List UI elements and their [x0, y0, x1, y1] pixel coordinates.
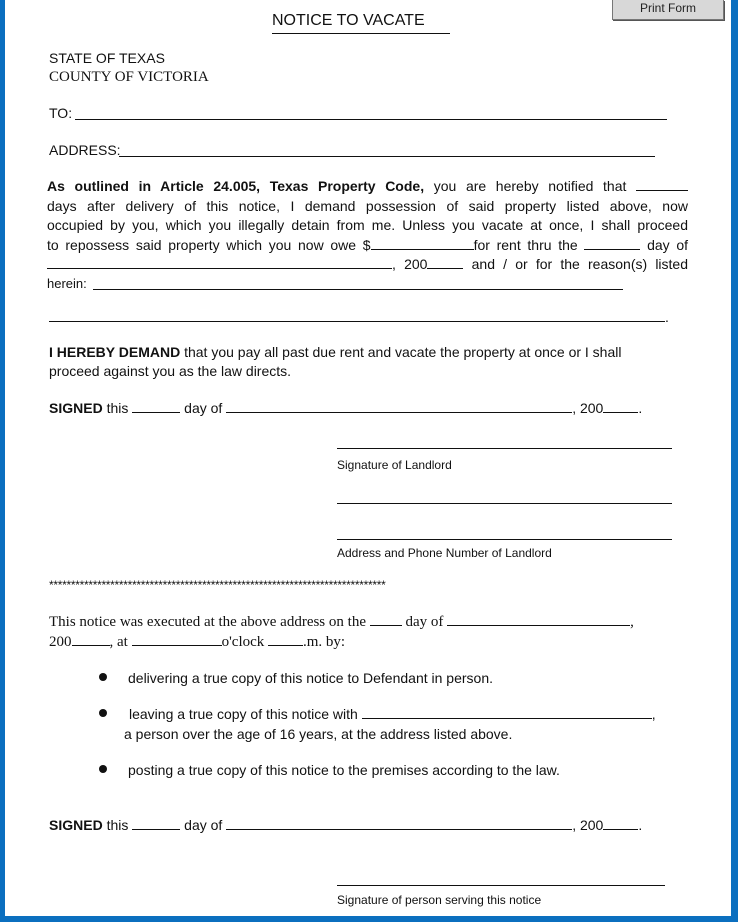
para-text: you are hereby notified that [433, 178, 627, 194]
exec-day-field[interactable] [370, 613, 402, 626]
para-text: to repossess said property which you now owe $ [47, 236, 371, 253]
signed-line-1 [49, 399, 642, 417]
delivery-option-2: leaving a true copy of this notice with , [129, 706, 656, 722]
article-reference: As outlined in Article 24.005, Texas Property Code, [47, 178, 425, 194]
exec-time-field[interactable] [132, 633, 222, 646]
para-text: for rent thru the [473, 236, 578, 253]
para-text: day of [647, 236, 689, 253]
address-field[interactable] [119, 156, 655, 157]
signed-label: SIGNED [49, 817, 103, 833]
text: .m. by: [303, 634, 346, 650]
landlord-address-label: Address and Phone Number of Landlord [337, 546, 552, 560]
page-title: NOTICE TO VACATE [272, 12, 425, 29]
demand-line-2: proceed against you as the law directs. [49, 363, 292, 379]
text: , at [109, 634, 128, 650]
signed2-month-field[interactable] [226, 817, 572, 830]
demand-heading: I HEREBY DEMAND [49, 344, 181, 360]
exec-line-2 [49, 633, 345, 651]
para-text: and / or for the reason(s) listed [471, 256, 689, 272]
text: this [106, 400, 129, 416]
landlord-address-field-2[interactable] [337, 539, 672, 540]
text: day of [184, 400, 223, 416]
signed2-year-field[interactable] [603, 817, 638, 830]
signed-label: SIGNED [49, 400, 103, 416]
document-page [5, 0, 731, 916]
signed-month-field[interactable] [226, 400, 572, 413]
bullet-icon [99, 765, 107, 773]
bullet-icon [99, 709, 107, 717]
text: , [630, 614, 634, 630]
days-field[interactable] [636, 178, 688, 191]
text: o'clock [221, 634, 265, 650]
signed-day-field[interactable] [132, 400, 180, 413]
reason-field-2[interactable] [49, 321, 665, 322]
delivery-option-1: delivering a true copy of this notice to Defendant in person. [128, 670, 493, 686]
landlord-address-field-1[interactable] [337, 503, 672, 504]
address-label: ADDRESS: [49, 142, 121, 158]
separator: ***************************************************************************** [49, 578, 386, 592]
text: , 200 [572, 400, 604, 416]
print-form-button[interactable]: Print Form [612, 0, 724, 20]
exec-year-field[interactable] [72, 633, 110, 646]
para-text: occupied by you, which you illegally detain from me. Unless you vacate at once, I shall proceed [47, 217, 688, 233]
landlord-signature-field[interactable] [337, 448, 672, 449]
title-underline [272, 33, 450, 34]
text: day of [405, 614, 444, 630]
exec-line-1 [49, 613, 634, 631]
signed-year-field[interactable] [603, 400, 638, 413]
rent-day-field[interactable] [584, 237, 640, 250]
to-field[interactable] [75, 119, 667, 120]
demand-line-1 [49, 343, 621, 361]
recipient-field[interactable] [362, 706, 652, 719]
text: 200 [49, 634, 72, 650]
landlord-signature-label: Signature of Landlord [337, 458, 452, 472]
text: . [638, 400, 643, 416]
reason-field-1[interactable] [93, 289, 623, 290]
county-label: COUNTY OF VICTORIA [49, 69, 209, 85]
exec-ampm-field[interactable] [268, 633, 303, 646]
state-label: STATE OF TEXAS [49, 50, 165, 66]
delivery-option-3: posting a true copy of this notice to the premises according to the law. [128, 762, 560, 778]
server-signature-label: Signature of person serving this notice [337, 893, 542, 907]
herein-label: herein: [47, 276, 87, 291]
demand-text: that you pay all past due rent and vacate the property at once or I shall [184, 344, 622, 360]
text: day of [184, 817, 223, 833]
para-text: , 200 [392, 256, 428, 272]
text: this [106, 817, 129, 833]
amount-owed-field[interactable] [371, 237, 474, 250]
para-text: days after delivery of this notice, I demand possession of said property listed above, now [47, 197, 688, 214]
notice-paragraph [47, 177, 688, 275]
period: . [665, 309, 669, 325]
signed2-day-field[interactable] [132, 817, 180, 830]
server-signature-field[interactable] [337, 885, 665, 886]
text: . [638, 817, 643, 833]
text: This notice was executed at the above address on the [49, 614, 366, 630]
delivery-option-2-cont: a person over the age of 16 years, at the address listed above. [124, 726, 513, 742]
bullet-icon [99, 673, 107, 681]
rent-month-field[interactable] [47, 256, 392, 269]
rent-year-field[interactable] [427, 256, 463, 269]
text: leaving a true copy of this notice with [129, 706, 358, 722]
to-label: TO: [49, 105, 73, 121]
signed-line-2 [49, 816, 642, 834]
text: , 200 [572, 817, 604, 833]
exec-month-field[interactable] [447, 613, 630, 626]
